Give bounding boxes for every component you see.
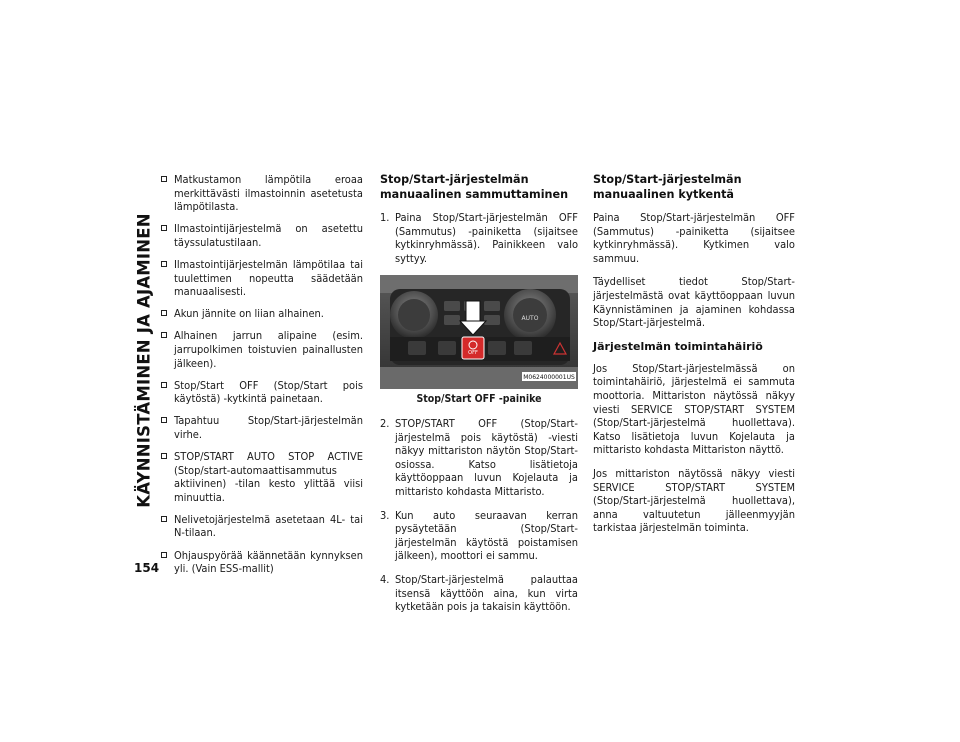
square-bullet-icon <box>161 382 167 388</box>
list-item: Nelivetojärjestelmä asetetaan 4L- tai N-tilaan. <box>161 513 363 540</box>
figure-caption: Stop/Start OFF -painike <box>416 393 542 406</box>
section-heading: Stop/Start-järjestelmän manuaalinen sammuttaminen <box>380 173 569 201</box>
square-bullet-icon <box>161 552 167 558</box>
square-bullet-icon <box>161 453 167 459</box>
condition-list <box>161 173 363 576</box>
chapter-side-title <box>130 173 158 548</box>
paragraph: Jos mittariston näytössä näkyy viesti SERVICE STOP/START SYSTEM (Stop/Start-järjestelmä huollettava), anna valtuutetun jälleenmyyjän tarkistaa järjestelmän toiminta. <box>593 466 795 535</box>
stop-start-button-figure <box>380 275 578 389</box>
step-item: 3. Kun auto seuraavan kerran pysäytetään (Stop/Start-järjestelmän käytöstä poistamisen jälkeen), moottori ei sammu. <box>380 508 578 563</box>
list-item: Stop/Start OFF (Stop/Start pois käytöstä) -kytkintä painetaan. <box>161 379 363 406</box>
right-column <box>593 173 795 545</box>
list-item: Matkustamon lämpötila eroaa merkittävästi ilmastoinnin asetetusta lämpötilasta. <box>161 173 363 214</box>
list-item: Ilmastointijärjestelmä on asetettu täyssulatustilaan. <box>161 222 363 249</box>
left-column <box>161 173 363 584</box>
step-number: 1. <box>380 211 390 224</box>
square-bullet-icon <box>161 417 167 423</box>
figure-code: M0624000001US <box>523 374 575 382</box>
middle-column <box>380 173 578 624</box>
square-bullet-icon <box>161 310 167 316</box>
step-list-continued <box>380 417 578 614</box>
step-list <box>380 211 578 265</box>
page-number: 154 <box>134 561 160 575</box>
paragraph: Jos Stop/Start-järjestelmässä on toimintahäiriö, järjestelmä ei sammuta moottoria. Mittariston näytössä näkyy viesti SERVICE STOP/START SYSTEM (Stop/Start-järjestelmä huollettava). Katso lisätietoja luvun Kojelauta ja mittaristo kohdasta Mittariston näyttö. <box>593 361 795 457</box>
paragraph: Paina Stop/Start-järjestelmän OFF (Sammutus) -painiketta (sijaitsee kytkinryhmässä). Kytkimen valo sammuu. <box>593 211 795 265</box>
climate-control-panel-illustration <box>380 275 578 389</box>
square-bullet-icon <box>161 261 167 267</box>
list-item: Akun jännite on liian alhainen. <box>161 307 363 321</box>
square-bullet-icon <box>161 176 167 182</box>
section-heading: Stop/Start-järjestelmän manuaalinen kytkentä <box>593 173 742 201</box>
list-item: Tapahtuu Stop/Start-järjestelmän virhe. <box>161 414 363 441</box>
square-bullet-icon <box>161 332 167 338</box>
square-bullet-icon <box>161 225 167 231</box>
subsection-heading: Järjestelmän toimintahäiriö <box>593 339 763 353</box>
chapter-title-text: KÄYNNISTÄMINEN JA AJAMINEN <box>134 213 154 508</box>
step-number: 4. <box>380 572 390 586</box>
paragraph: Täydelliset tiedot Stop/Start-järjestelmästä ovat käyttöoppaan luvun Käynnistäminen ja ajaminen kohdassa Stop/Start-järjestelmä. <box>593 275 795 330</box>
svg-text:AUTO: AUTO <box>521 315 539 323</box>
step-number: 2. <box>380 416 390 430</box>
svg-text:OFF: OFF <box>468 350 478 357</box>
step-item: 4. Stop/Start-järjestelmä palauttaa itsensä käyttöön aina, kun virta kytketään pois ja takaisin käyttöön. <box>380 572 578 614</box>
list-item: Ilmastointijärjestelmän lämpötilaa tai tuulettimen nopeutta säädetään manuaalisesti. <box>161 258 363 299</box>
list-item: Ohjauspyörää käännetään kynnyksen yli. (Vain ESS-mallit) <box>161 549 363 576</box>
square-bullet-icon <box>161 516 167 522</box>
step-item: 1. Paina Stop/Start-järjestelmän OFF (Sammutus) -painiketta (sijaitsee kytkinryhmässä). Painikkeen valo syttyy. <box>380 211 578 265</box>
list-item: STOP/START AUTO STOP ACTIVE (Stop/start-automaattisammutus aktiivinen) -tilan kesto ylittää viisi minuuttia. <box>161 450 363 504</box>
step-number: 3. <box>380 508 390 522</box>
step-item: 2. STOP/START OFF (Stop/Start-järjestelmä pois käytöstä) -viesti näkyy mittariston näytön Stop/Start-osiossa. Katso lisätietoja käyttöoppaan luvun Kojelauta ja mittaristo kohdasta Mittaristo. <box>380 416 578 498</box>
list-item: Alhainen jarrun alipaine (esim. jarrupolkimen toistuvien painallusten jälkeen). <box>161 329 363 370</box>
